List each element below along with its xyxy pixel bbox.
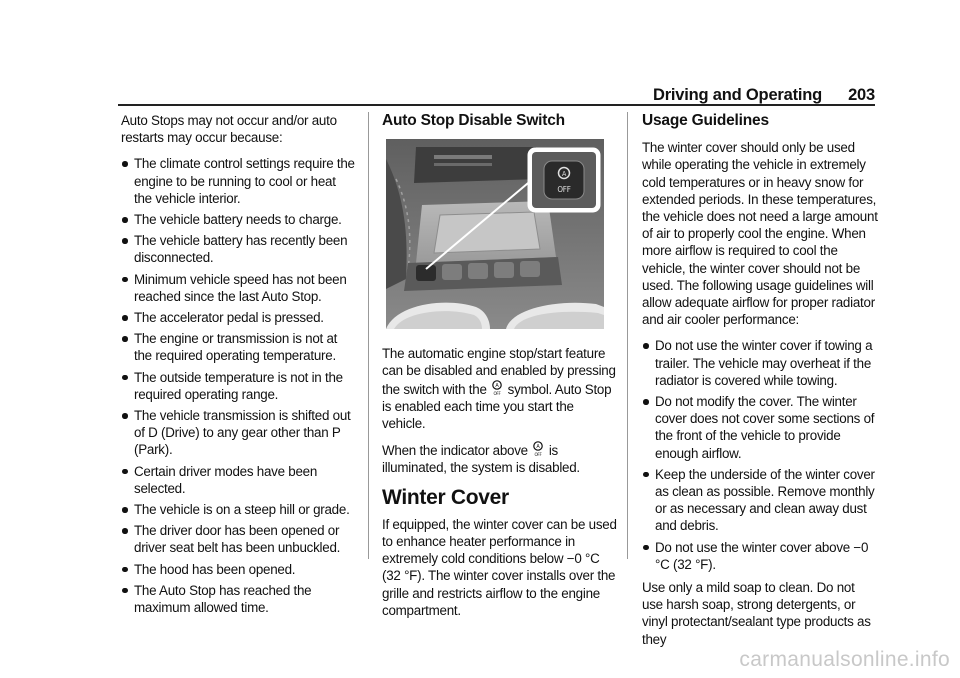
cleaning-paragraph: Use only a mild soap to clean. Do not use harsh soap, strong detergents, or vinyl protectant/sealant type products as they [642,580,871,647]
bullet-icon [122,336,128,342]
list-item: The vehicle is on a steep hill or grade. [121,501,357,518]
bullet-icon [122,469,128,475]
svg-text:A: A [495,382,499,389]
list-item: Certain driver modes have been selected. [121,463,357,497]
list-item: Do not use the winter cover above −0 °C (32 °F). [642,539,878,573]
watermark: carmanualsonline.info [739,648,950,671]
list-item: The outside temperature is not in the required operating range. [121,369,357,403]
auto-stop-switch-illustration [386,139,604,329]
bullet-icon [122,507,128,513]
column-right [642,112,878,657]
column-divider-right [627,112,628,559]
svg-text:A: A [536,444,540,451]
list-item: The Auto Stop has reached the maximum allowed time. [121,582,357,616]
bullet-icon [122,315,128,321]
list-item: Minimum vehicle speed has not been reached since the last Auto Stop. [121,271,357,305]
disable-switch-paragraph: The automatic engine stop/start feature can be disabled and enabled by pressing the switch with the A OFF symbol. Auto Stop is enabled each time you start the vehicle. [382,346,616,432]
list-item: The hood has been opened. [121,561,357,578]
list-item: Do not use the winter cover if towing a trailer. The vehicle may overheat if the radiator is covered while towing. [642,337,878,389]
bullet-icon [122,217,128,223]
usage-intro-paragraph: The winter cover should only be used while operating the vehicle in extremely cold temperatures or in heavy snow for extended periods. In these temperatures, the vehicle does not need a large amount of air to properly cool the engine. When more airflow is required to cool the vehicle, the winter cover should not be used. The following usage guidelines will allow adequate airflow for proper radiator and air cooler performance: [642,140,878,328]
list-item: Do not modify the cover. The winter cover does not cover some sections of the front of the vehicle to provide enough airflow. [642,393,878,462]
list-item: The vehicle battery needs to charge. [121,211,357,228]
usage-guidelines-heading: Usage Guidelines [642,112,769,129]
list-item: The climate control settings require the engine to be running to cool or heat the vehicle interior. [121,155,357,207]
svg-text:A: A [561,170,567,179]
bullet-icon [122,161,128,167]
auto-stop-disable-heading: Auto Stop Disable Switch [382,112,565,129]
winter-cover-paragraph: If equipped, the winter cover can be used to enhance heater performance in extremely cold conditions below −0 °C (32 °F). The winter cover installs over the grille and restricts airflow to the engine compartment. [382,516,617,618]
bullet-icon [122,588,128,594]
auto-stop-off-icon [491,380,503,396]
page-header [600,86,875,105]
bullet-icon [122,413,128,419]
indicator-paragraph: When the indicator above A OFF is illuminated, the system is disabled. [382,443,580,476]
bullet-icon [643,472,649,478]
winter-cover-heading: Winter Cover [382,485,509,509]
bullet-icon [643,343,649,349]
bullet-icon [122,238,128,244]
bullet-icon [643,545,649,551]
page-number: 203 [848,86,875,104]
svg-text:OFF: OFF [534,453,542,458]
list-item: The vehicle transmission is shifted out of D (Drive) to any gear other than P (Park). [121,407,357,459]
bullet-icon [122,277,128,283]
off-label: OFF [557,185,571,195]
column-middle [382,112,618,628]
auto-stop-off-icon [532,441,544,457]
intro-paragraph: Auto Stops may not occur and/or auto restarts may occur because: [121,113,337,146]
bullet-icon [122,528,128,534]
column-left [121,112,357,620]
svg-text:OFF: OFF [493,391,501,396]
bullet-icon [122,567,128,573]
usage-guidelines-list [642,337,878,573]
list-item: The accelerator pedal is pressed. [121,309,357,326]
auto-stop-conditions-list [121,155,357,616]
list-item: The driver door has been opened or driver seat belt has been unbuckled. [121,522,357,556]
list-item: The engine or transmission is not at the required operating temperature. [121,330,357,364]
column-divider-left [368,112,369,559]
bullet-icon [122,375,128,381]
section-title: Driving and Operating [652,86,823,104]
header-rule [118,104,875,106]
list-item: Keep the underside of the winter cover as clean as possible. Remove monthly or as necessary and clean away dust and debris. [642,466,878,535]
list-item: The vehicle battery has recently been disconnected. [121,232,357,266]
bullet-icon [643,399,649,405]
